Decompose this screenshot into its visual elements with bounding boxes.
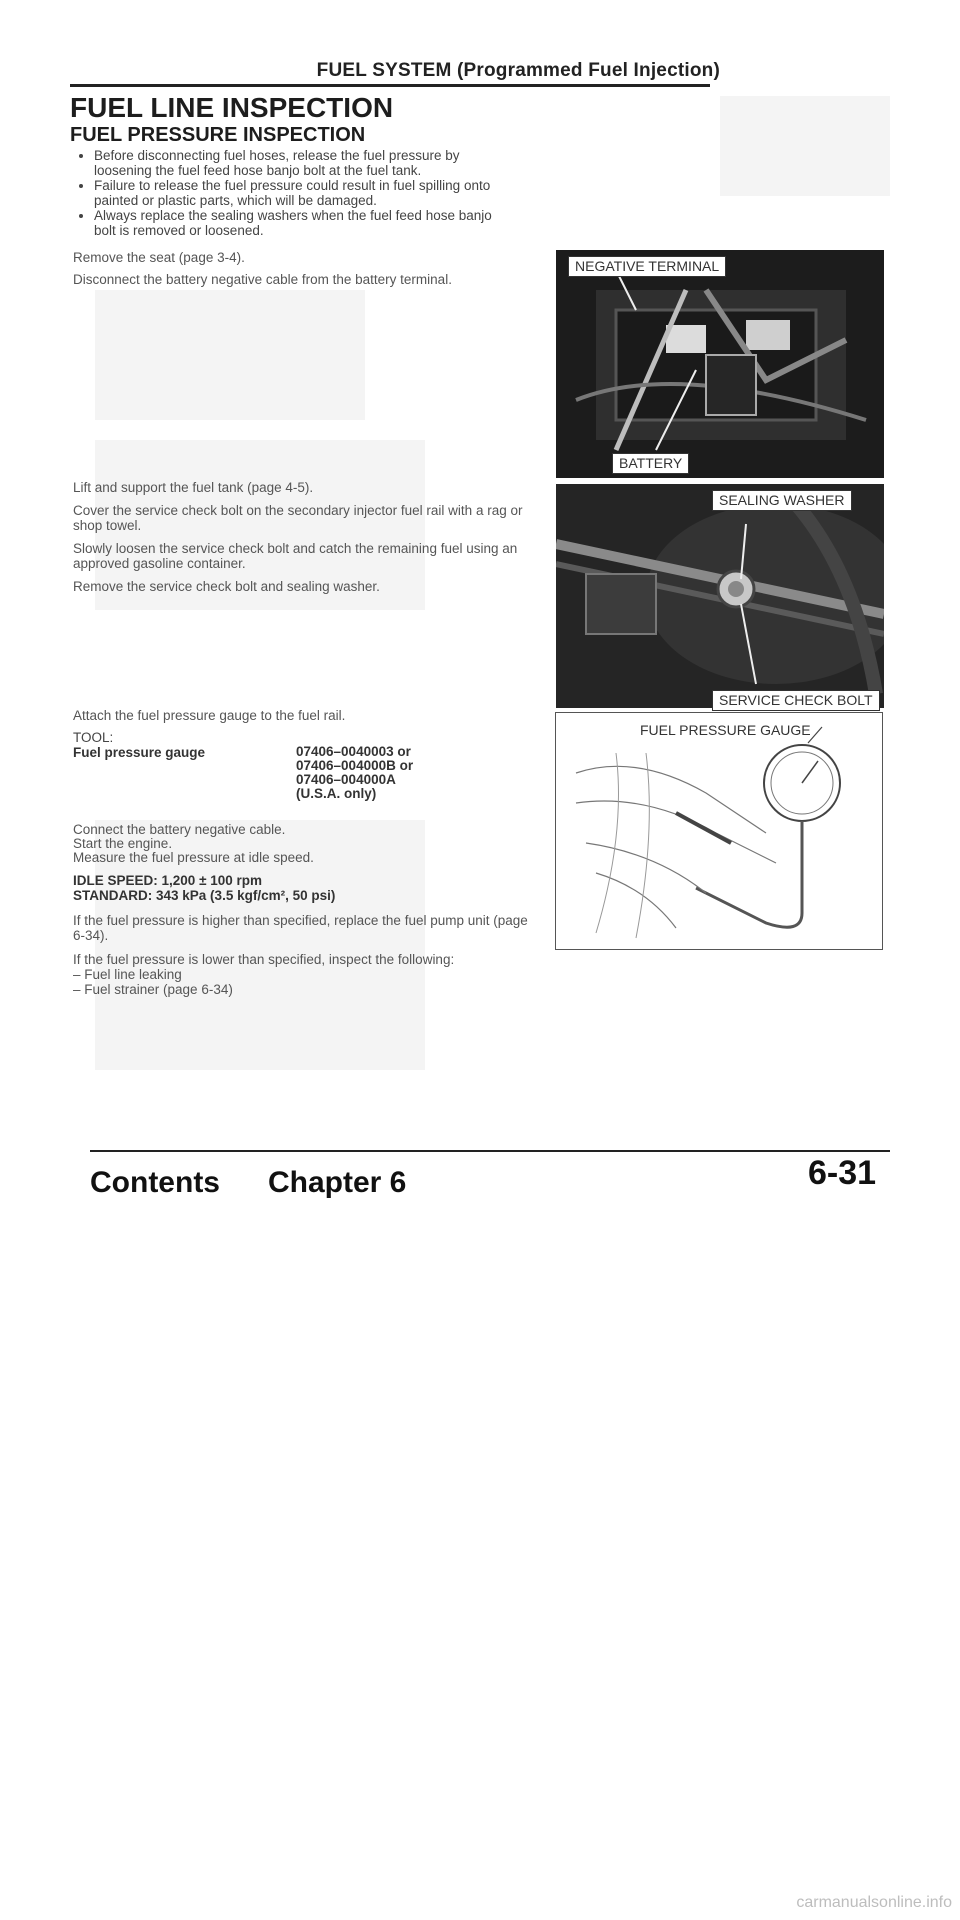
- sub-heading: FUEL PRESSURE INSPECTION: [70, 124, 366, 146]
- standard-spec: [73, 888, 335, 903]
- step-text: Disconnect the battery negative cable from the battery terminal.: [73, 272, 452, 287]
- idle-speed-value: 1,200 ± 100 rpm: [161, 873, 263, 888]
- idle-speed-spec: [73, 873, 262, 888]
- main-heading: FUEL LINE INSPECTION: [70, 92, 394, 123]
- tool-number: 07406–004000B or: [296, 758, 414, 773]
- step-text: Lift and support the fuel tank (page 4-5).: [73, 480, 314, 495]
- label-battery: BATTERY: [612, 453, 689, 474]
- idle-speed-label: IDLE SPEED:: [73, 873, 158, 888]
- label-fuel-pressure-gauge: FUEL PRESSURE GAUGE: [640, 722, 811, 738]
- tool-number: 07406–004000A: [296, 772, 396, 787]
- tool-label: TOOL:: [73, 730, 114, 745]
- tool-number: 07406–0040003 or: [296, 744, 411, 759]
- header-rule: [70, 84, 710, 87]
- tool-name: Fuel pressure gauge: [73, 745, 206, 760]
- tool-numbers: [296, 745, 413, 801]
- inspect-item: – Fuel strainer (page 6-34): [73, 982, 233, 997]
- caution-item: • Before disconnecting fuel hoses, release the fuel pressure by loosening the fuel feed hose banjo bolt at the fuel tank.: [94, 148, 514, 178]
- fuel-pressure-gauge-figure: [555, 712, 883, 950]
- step-text: Attach the fuel pressure gauge to the fuel rail.: [73, 708, 346, 723]
- caution-list: [80, 148, 514, 238]
- caution-item: • Always replace the sealing washers when the fuel feed hose banjo bolt is removed or loosened.: [94, 208, 514, 238]
- step-text: Cover the service check bolt on the secondary injector fuel rail with a rag or shop towel.: [73, 503, 523, 533]
- contents-link[interactable]: Contents: [90, 1166, 220, 1199]
- battery-photo: [556, 250, 884, 478]
- label-sealing-washer: SEALING WASHER: [712, 490, 852, 511]
- service-bolt-photo: [556, 484, 884, 708]
- service-bolt-illustration: [556, 484, 884, 708]
- bleed-through-block: [720, 96, 890, 196]
- gauge-line-drawing: [556, 713, 882, 949]
- standard-label: STANDARD:: [73, 888, 153, 903]
- inspect-item: – Fuel line leaking: [73, 967, 182, 982]
- step-text: Connect the battery negative cable.: [73, 822, 286, 837]
- step-text: If the fuel pressure is lower than specified, inspect the following:: [73, 952, 455, 967]
- caution-item: • Failure to release the fuel pressure could result in fuel spilling onto painted or plastic parts, which will be damaged.: [94, 178, 514, 208]
- section-title: FUEL SYSTEM (Programmed Fuel Injection): [316, 60, 720, 81]
- footer-rule: [90, 1150, 890, 1152]
- step-text: Slowly loosen the service check bolt and catch the remaining fuel using an approved gasoline container.: [73, 541, 518, 571]
- label-service-check-bolt: SERVICE CHECK BOLT: [712, 690, 880, 711]
- battery-photo-illustration: [556, 250, 884, 478]
- step-text: Start the engine.: [73, 836, 173, 851]
- standard-value: 343 kPa (3.5 kgf/cm², 50 psi): [156, 888, 336, 903]
- watermark: carmanualsonline.info: [796, 1894, 952, 1911]
- label-negative-terminal: NEGATIVE TERMINAL: [568, 256, 726, 277]
- page-number: 6-31: [808, 1154, 877, 1192]
- step-text: Measure the fuel pressure at idle speed.: [73, 850, 314, 865]
- tool-number: (U.S.A. only): [296, 786, 377, 801]
- step-text: If the fuel pressure is higher than specified, replace the fuel pump unit (page 6-34).: [73, 913, 528, 943]
- bleed-through-block: [95, 290, 365, 420]
- inspect-list: [73, 967, 533, 997]
- chapter-link[interactable]: Chapter 6: [268, 1166, 407, 1199]
- step-text: Remove the seat (page 3-4).: [73, 250, 245, 265]
- step-text: Remove the service check bolt and sealing washer.: [73, 579, 380, 594]
